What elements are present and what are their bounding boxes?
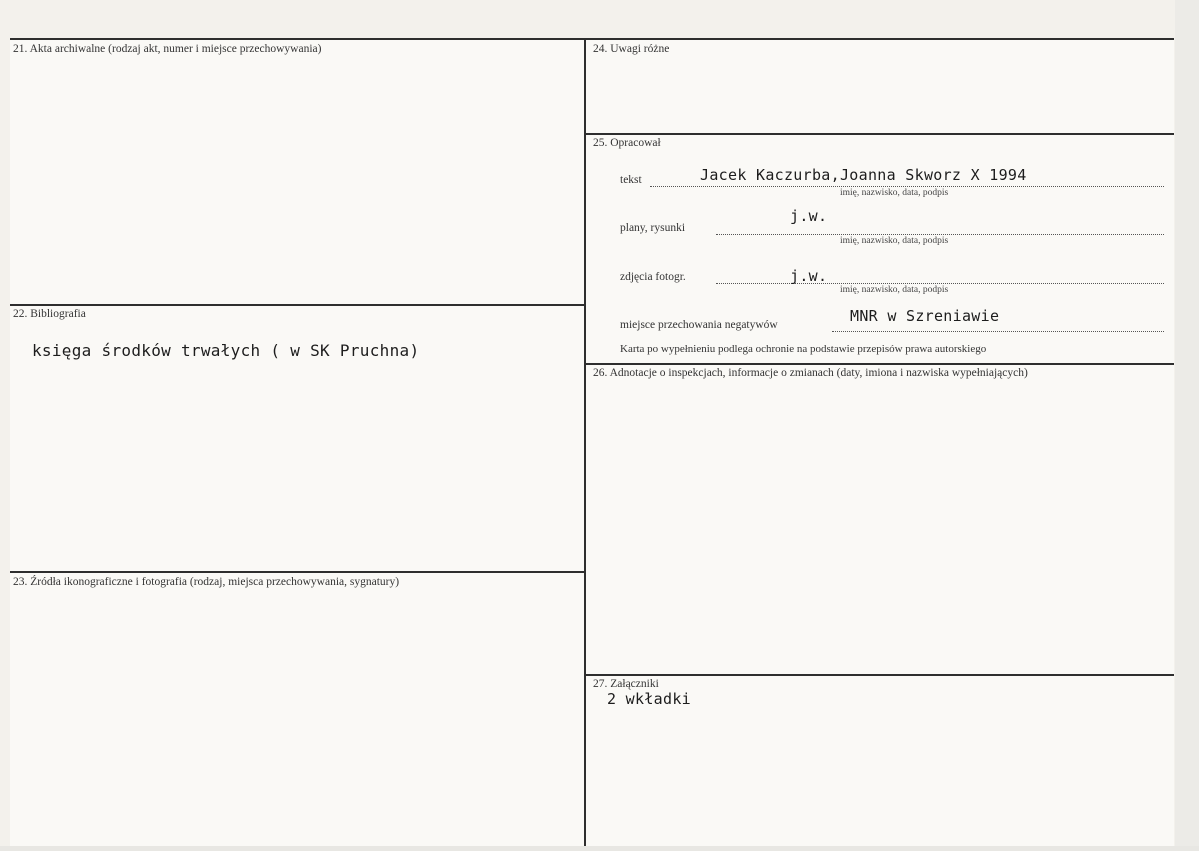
zdjecia-line (716, 283, 1164, 284)
section-27-label: 27. Załączniki (593, 678, 659, 690)
copyright-notice: Karta po wypełnieniu podlega ochronie na podstawie przepisów prawa autorskiego (620, 343, 987, 355)
rule-26 (586, 363, 1174, 365)
section-22-value[interactable]: księga środków trwałych ( w SK Pruchna) (32, 341, 420, 360)
tekst-value[interactable]: Jacek Kaczurba,Joanna Skworz X 1994 (700, 166, 1027, 184)
section-22-label: 22. Bibliografia (13, 308, 86, 320)
zdjecia-value[interactable]: j.w. (790, 267, 828, 285)
negatywy-label: miejsce przechowania negatywów (620, 319, 778, 331)
section-21-label: 21. Akta archiwalne (rodzaj akt, numer i miejsce przechowywania) (13, 43, 322, 55)
section-23-label: 23. Źródła ikonograficzne i fotografia (rodzaj, miejsca przechowywania, sygnatury) (13, 576, 400, 588)
tekst-line (650, 186, 1164, 187)
rule-27 (586, 674, 1174, 676)
plany-caption: imię, nazwisko, data, podpis (840, 236, 949, 246)
section-26-label: 26. Adnotacje o inspekcjach, informacje o zmianach (daty, imiona i nazwiska wypełniających) (593, 367, 1028, 379)
paper-edge-bottom (0, 846, 1199, 851)
plany-value[interactable]: j.w. (790, 207, 828, 225)
tekst-caption: imię, nazwisko, data, podpis (840, 188, 949, 198)
center-divider (584, 40, 586, 846)
form-card (10, 38, 1174, 846)
plany-label: plany, rysunki (620, 222, 686, 234)
section-25-label: 25. Opracował (593, 137, 661, 149)
rule-25 (586, 133, 1174, 135)
paper-edge (1175, 0, 1199, 851)
top-rule (10, 38, 1174, 40)
plany-line (716, 234, 1164, 235)
rule-23 (10, 571, 584, 573)
section-24-label: 24. Uwagi różne (593, 43, 670, 55)
section-27-value[interactable]: 2 wkładki (607, 690, 691, 708)
zdjecia-label: zdjęcia fotogr. (620, 271, 686, 283)
negatywy-value[interactable]: MNR w Szreniawie (850, 307, 1000, 325)
rule-22 (10, 304, 584, 306)
negatywy-line (832, 331, 1164, 332)
tekst-label: tekst (620, 174, 642, 186)
zdjecia-caption: imię, nazwisko, data, podpis (840, 285, 949, 295)
